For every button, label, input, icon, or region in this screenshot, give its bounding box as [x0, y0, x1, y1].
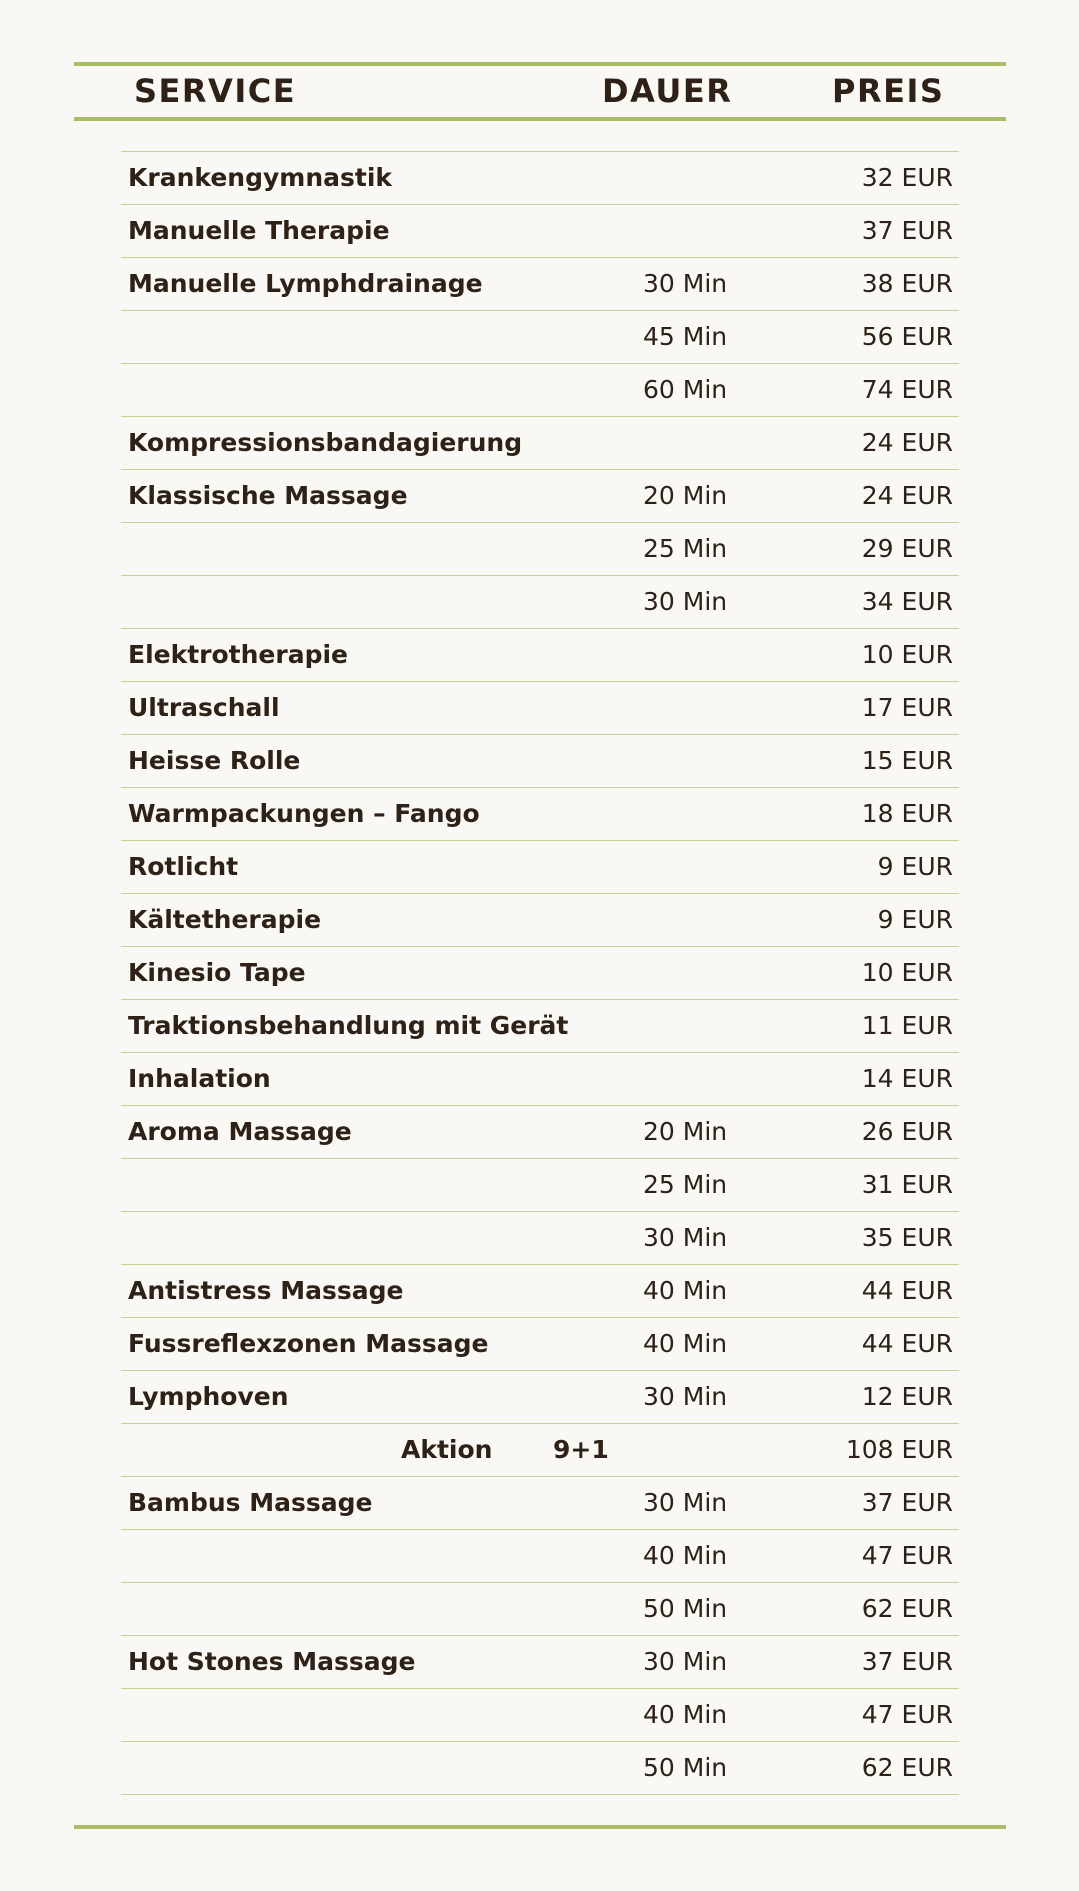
table-row — [121, 417, 959, 470]
duration: 25 Min — [643, 534, 728, 563]
header-bottom-rule — [74, 117, 1006, 121]
table-row — [121, 1477, 959, 1530]
table-row — [121, 311, 959, 364]
aktion-label: Aktion — [401, 1435, 493, 1464]
aktion-count: 9+1 — [553, 1435, 609, 1464]
price: 38 EUR — [861, 269, 953, 298]
price: 108 EUR — [845, 1435, 953, 1464]
price: 24 EUR — [861, 481, 953, 510]
price: 74 EUR — [861, 375, 953, 404]
table-row — [121, 1424, 959, 1477]
duration: 60 Min — [643, 375, 728, 404]
service-name: Hot Stones Massage — [128, 1647, 416, 1676]
table-row — [121, 1106, 959, 1159]
table-row — [121, 1742, 959, 1795]
service-name: Inhalation — [128, 1064, 271, 1093]
duration: 25 Min — [643, 1170, 728, 1199]
duration: 30 Min — [643, 1488, 728, 1517]
table-row — [121, 470, 959, 523]
price: 37 EUR — [861, 216, 953, 245]
duration: 30 Min — [643, 1382, 728, 1411]
header-service: SERVICE — [134, 72, 297, 110]
service-name: Antistress Massage — [128, 1276, 404, 1305]
table-row — [121, 1318, 959, 1371]
table-row — [121, 1000, 959, 1053]
table-row — [121, 152, 959, 205]
price: 44 EUR — [861, 1329, 953, 1358]
table-row — [121, 1583, 959, 1636]
table-row — [121, 1053, 959, 1106]
table-row — [121, 682, 959, 735]
price: 9 EUR — [877, 905, 953, 934]
duration: 40 Min — [643, 1541, 728, 1570]
duration: 20 Min — [643, 1117, 728, 1146]
table-row — [121, 364, 959, 417]
table-row — [121, 629, 959, 682]
table-row — [121, 1689, 959, 1742]
table-row — [121, 1636, 959, 1689]
service-name: Kompressionsbandagierung — [128, 428, 523, 457]
price: 34 EUR — [861, 587, 953, 616]
service-name: Heisse Rolle — [128, 746, 301, 775]
price: 47 EUR — [861, 1541, 953, 1570]
service-name: Fussreflexzonen Massage — [128, 1329, 489, 1358]
duration: 50 Min — [643, 1594, 728, 1623]
service-name: Manuelle Lymphdrainage — [128, 269, 483, 298]
footer-rule — [74, 1825, 1006, 1829]
service-name: Bambus Massage — [128, 1488, 373, 1517]
service-name: Manuelle Therapie — [128, 216, 390, 245]
price: 14 EUR — [861, 1064, 953, 1093]
service-name: Lymphoven — [128, 1382, 289, 1411]
table-row — [121, 1530, 959, 1583]
price: 37 EUR — [861, 1647, 953, 1676]
price-table — [121, 151, 959, 1795]
table-row — [121, 841, 959, 894]
service-name: Ultraschall — [128, 693, 280, 722]
table-row — [121, 735, 959, 788]
price: 26 EUR — [861, 1117, 953, 1146]
price: 9 EUR — [877, 852, 953, 881]
table-row — [121, 894, 959, 947]
service-name: Elektrotherapie — [128, 640, 349, 669]
price: 62 EUR — [861, 1594, 953, 1623]
table-row — [121, 1159, 959, 1212]
service-name: Klassische Massage — [128, 481, 408, 510]
service-name: Warmpackungen – Fango — [128, 799, 480, 828]
service-name: Krankengymnastik — [128, 163, 393, 192]
price: 10 EUR — [861, 640, 953, 669]
table-row — [121, 947, 959, 1000]
duration: 40 Min — [643, 1700, 728, 1729]
service-name: Traktionsbehandlung mit Gerät — [128, 1011, 569, 1040]
service-name: Rotlicht — [128, 852, 239, 881]
duration: 30 Min — [643, 587, 728, 616]
table-row — [121, 1265, 959, 1318]
duration: 20 Min — [643, 481, 728, 510]
table-row — [121, 1371, 959, 1424]
price: 44 EUR — [861, 1276, 953, 1305]
price: 35 EUR — [861, 1223, 953, 1252]
table-row — [121, 576, 959, 629]
table-row — [121, 258, 959, 311]
price: 32 EUR — [861, 163, 953, 192]
price: 31 EUR — [861, 1170, 953, 1199]
header-preis: PREIS — [832, 72, 945, 110]
duration: 40 Min — [643, 1276, 728, 1305]
table-row — [121, 1212, 959, 1265]
table-header — [74, 66, 1006, 117]
price: 29 EUR — [861, 534, 953, 563]
price: 18 EUR — [861, 799, 953, 828]
service-name: Kinesio Tape — [128, 958, 306, 987]
price: 15 EUR — [861, 746, 953, 775]
price: 24 EUR — [861, 428, 953, 457]
table-row — [121, 788, 959, 841]
duration: 30 Min — [643, 1223, 728, 1252]
price: 12 EUR — [861, 1382, 953, 1411]
service-name: Kältetherapie — [128, 905, 322, 934]
duration: 45 Min — [643, 322, 728, 351]
duration: 30 Min — [643, 1647, 728, 1676]
duration: 40 Min — [643, 1329, 728, 1358]
table-row — [121, 205, 959, 258]
header-dauer: DAUER — [602, 72, 733, 110]
price: 11 EUR — [861, 1011, 953, 1040]
price: 56 EUR — [861, 322, 953, 351]
price: 37 EUR — [861, 1488, 953, 1517]
duration: 30 Min — [643, 269, 728, 298]
price: 47 EUR — [861, 1700, 953, 1729]
table-row — [121, 523, 959, 576]
price: 62 EUR — [861, 1753, 953, 1782]
price: 10 EUR — [861, 958, 953, 987]
service-name: Aroma Massage — [128, 1117, 352, 1146]
duration: 50 Min — [643, 1753, 728, 1782]
price: 17 EUR — [861, 693, 953, 722]
